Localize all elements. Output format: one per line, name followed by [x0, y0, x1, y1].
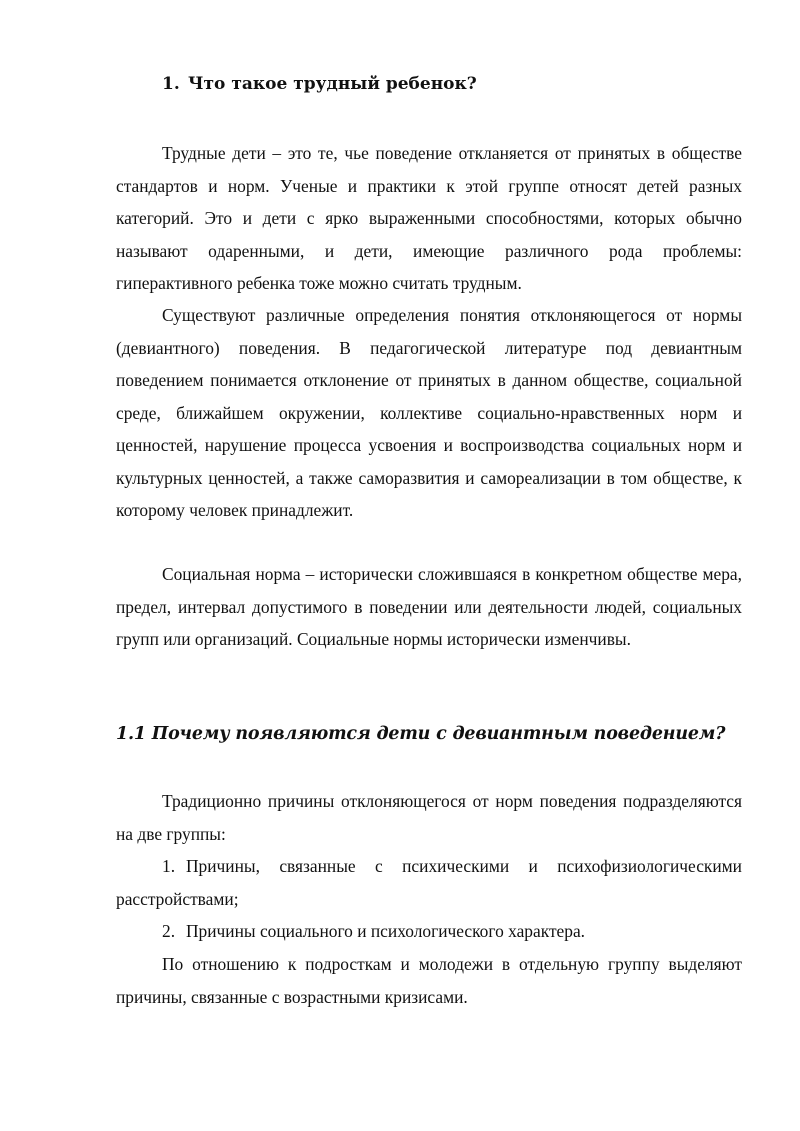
paragraph-age-crises: По отношению к подросткам и молодежи в отдельную группу выделяют причины, связанные с возрастными кризисами. — [116, 954, 742, 1007]
list-item-number: 2. — [162, 921, 176, 941]
section-heading-1 — [162, 74, 477, 94]
list-item — [116, 850, 742, 915]
paragraph-social-norm: Социальная норма – исторически сложившаяся в конкретном обществе мера, предел, интервал допустимого в поведении или деятельности людей, социальных групп или организаций. Социальные нормы исторически изменчивы. — [116, 564, 742, 649]
section-heading-1-1: 1.1 Почему появляются дети с девиантным поведением? — [116, 724, 726, 744]
paragraph-difficult-children: Трудные дети – это те, чье поведение откланяется от принятых в обществе стандартов и норм. Ученые и практики к этой группе относят детей разных категорий. Это и дети с ярко выраженными способностями, которых обычно называют одаренными, и дети, имеющие различного рода проблемы: гиперактивного ребенка тоже можно считать трудным. — [116, 143, 742, 293]
list-item-text: Причины социального и психологического характера. — [186, 921, 586, 941]
list-item-number: 1. — [162, 856, 176, 876]
paragraph-causes-intro: Традиционно причины отклоняющегося от норм поведения подразделяются на две группы: — [116, 791, 742, 844]
paragraph-deviant-definition: Существуют различные определения понятия отклоняющегося от нормы (девиантного) поведения. В педагогической литературе под девиантным поведением понимается отклонение от принятых в данном обществе, социальной среде, ближайшем окружении, коллективе социально-нравственных норм и ценностей, нарушение процесса усвоения и воспроизводства социальных норм и культурных ценностей, а также саморазвития и самореализации в том обществе, к которому человек принадлежит. — [116, 305, 742, 520]
list-item-text: Причины, связанные с психическими и психофизиологическими расстройствами; — [116, 856, 742, 909]
heading-text: Что такое трудный ребенок? — [188, 74, 477, 94]
heading-number: 1. — [162, 74, 180, 94]
list-item — [116, 915, 742, 948]
